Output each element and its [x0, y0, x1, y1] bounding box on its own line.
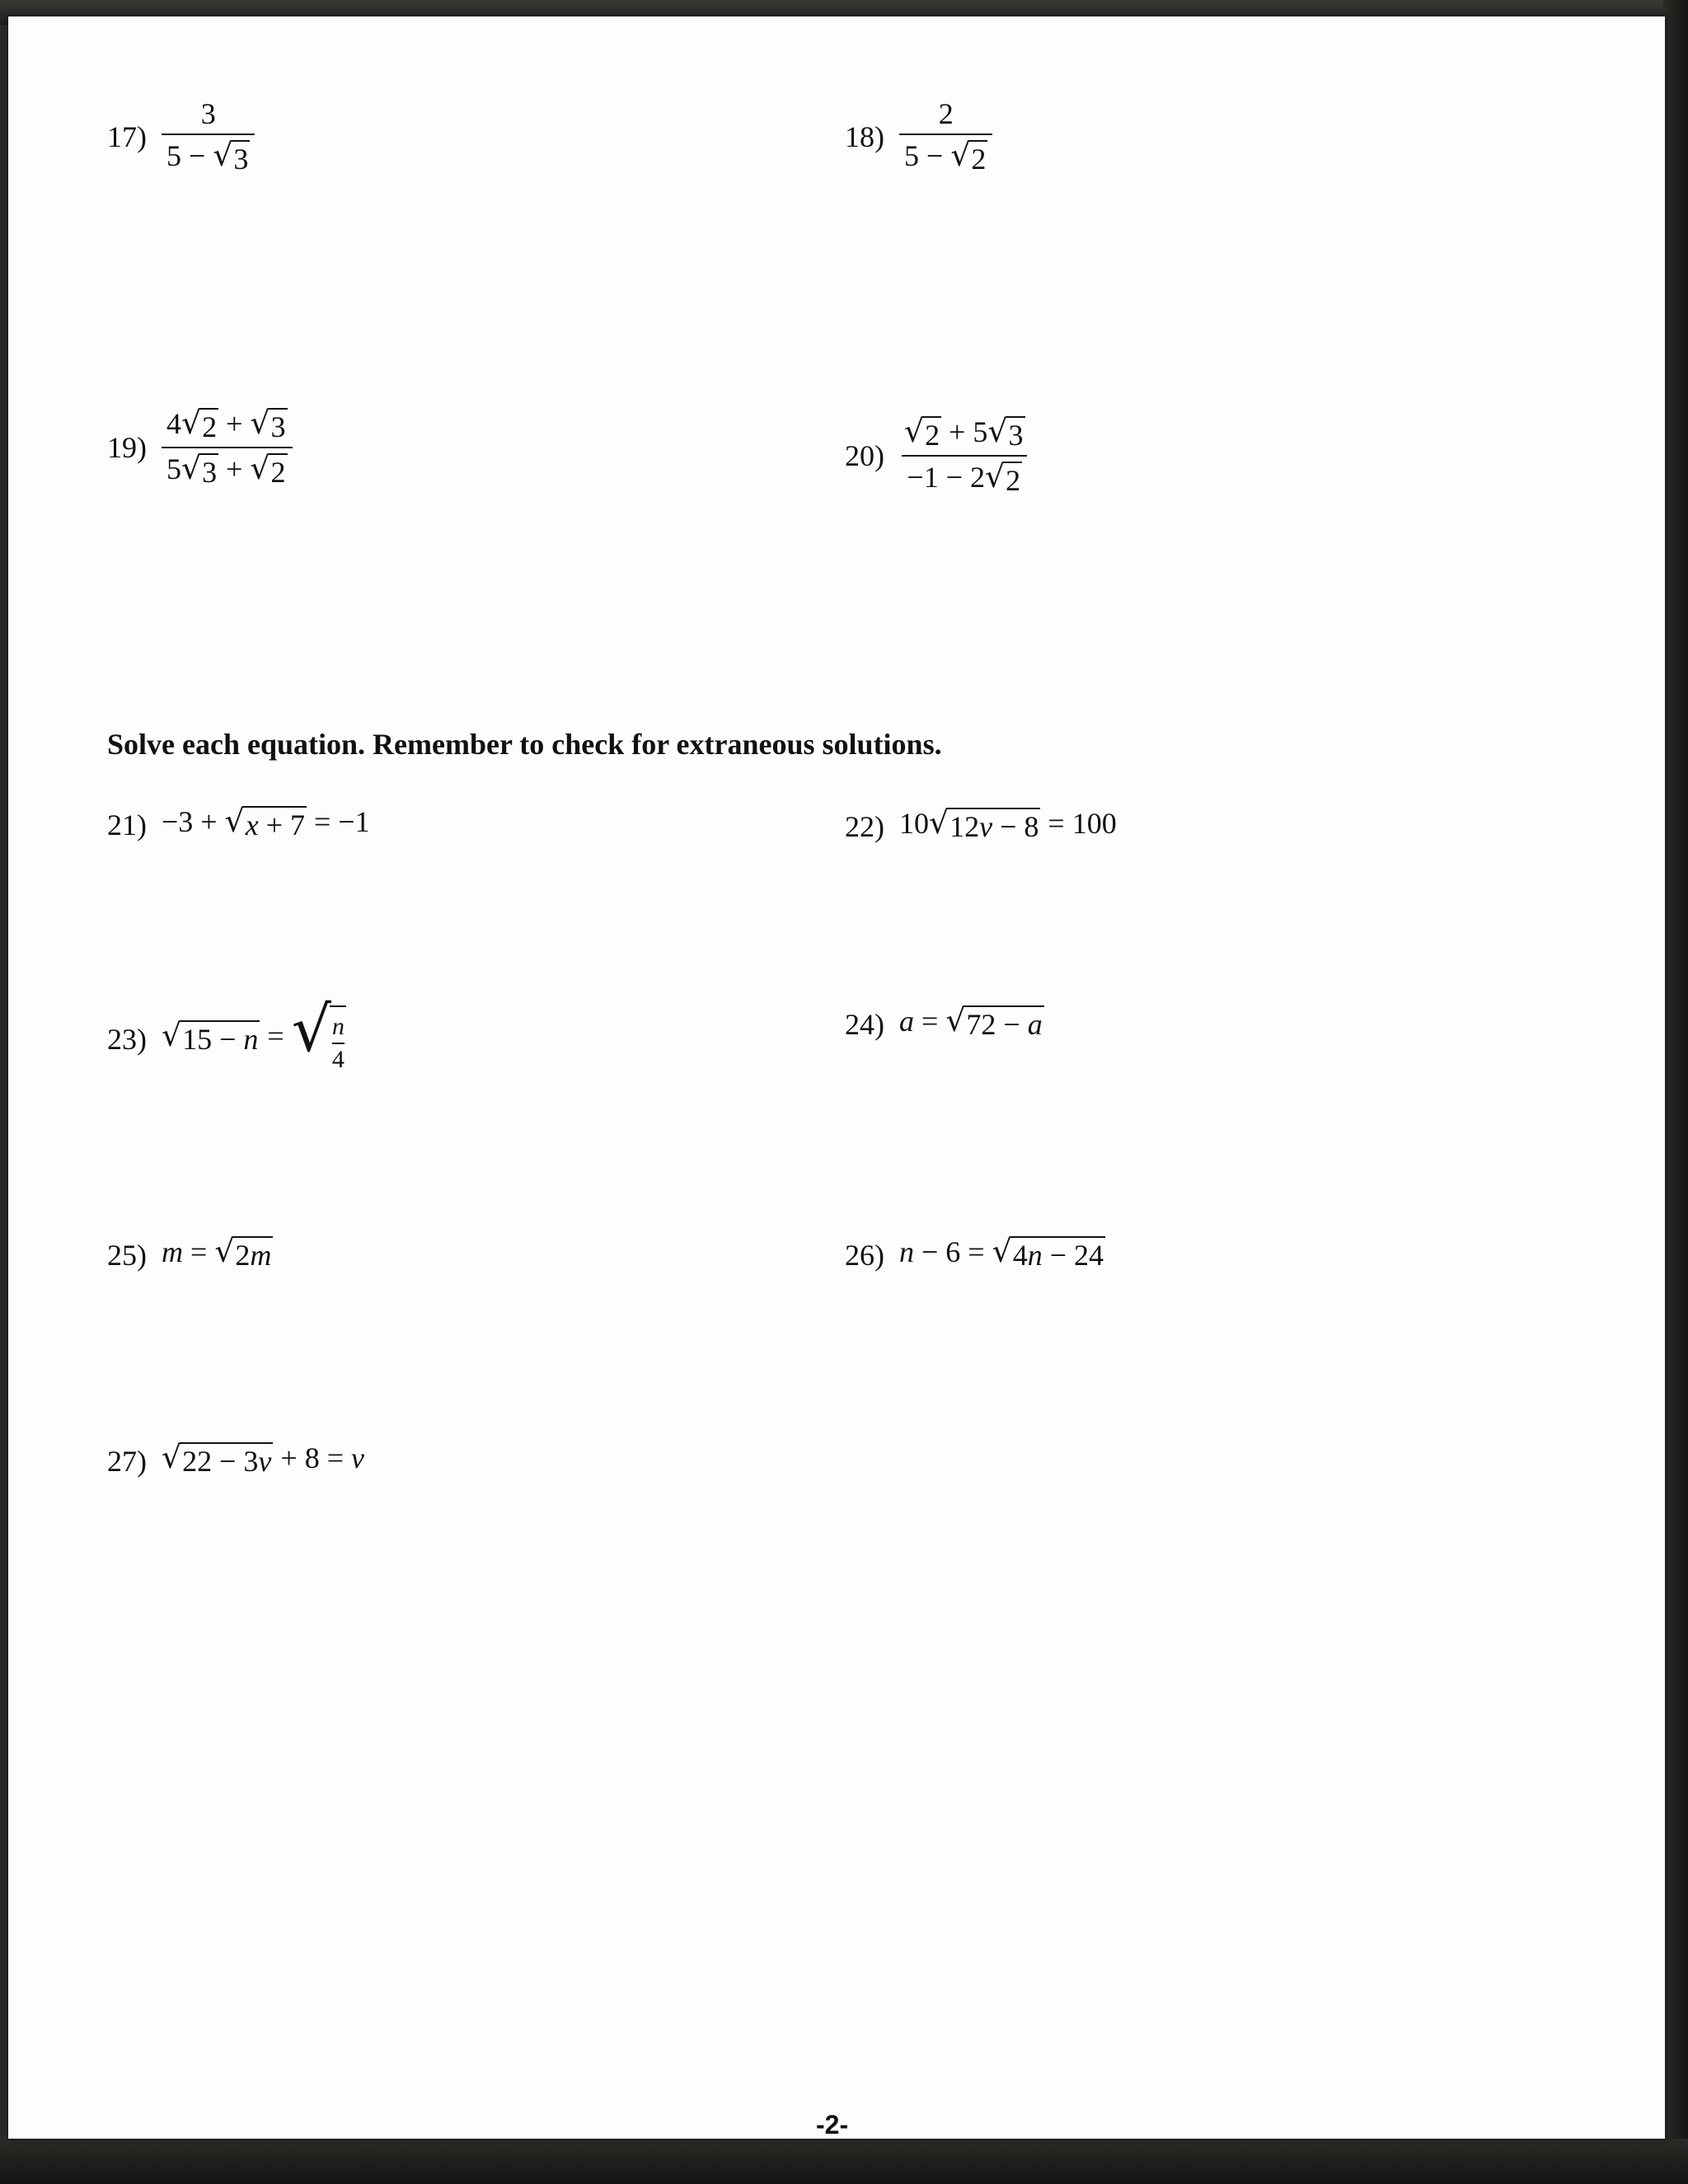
radicand-term: 4 — [1012, 1239, 1028, 1272]
radical-sign-icon: √ — [214, 1233, 235, 1269]
problem-22 — [845, 804, 1117, 843]
radical-sign-icon: √ — [950, 137, 971, 173]
radical — [985, 458, 1022, 497]
equals-sign: = — [260, 1019, 292, 1052]
radicand — [180, 1020, 260, 1054]
problem-number: 27) — [107, 1444, 147, 1478]
radical — [250, 450, 287, 489]
radical — [162, 1439, 273, 1478]
radical — [929, 804, 1040, 843]
problem-24 — [845, 1002, 1044, 1041]
radical-sign-icon: √ — [213, 137, 233, 173]
radical-sign-icon: √ — [945, 1002, 966, 1038]
denominator-term: −1 − 2 — [907, 461, 985, 494]
fraction — [899, 413, 1030, 497]
radicand-term: 2 — [235, 1239, 251, 1272]
fraction — [332, 1015, 345, 1072]
denominator-term: 5 − — [904, 139, 951, 172]
variable: a — [1027, 1008, 1043, 1041]
radicand: 3 — [231, 140, 250, 174]
radical — [291, 993, 346, 1073]
coefficient: 4 — [166, 407, 181, 440]
radicand — [330, 1005, 346, 1072]
problem-number: 25) — [107, 1238, 147, 1272]
radicand: 2 — [199, 408, 218, 442]
radicand-term: 72 − — [966, 1008, 1028, 1041]
radicand-term: − 24 — [1042, 1239, 1104, 1272]
equals-sign: = — [914, 1005, 946, 1038]
variable: n — [1027, 1239, 1043, 1272]
radical — [904, 413, 941, 452]
section-heading: Solve each equation. Remember to check for extraneous solutions. — [107, 728, 942, 761]
operator: + — [218, 452, 251, 485]
radical-sign-icon: √ — [987, 413, 1008, 449]
problem-number: 18) — [845, 120, 884, 153]
radical-sign-icon: √ — [904, 413, 925, 449]
radical — [181, 450, 218, 489]
variable: m — [162, 1235, 183, 1268]
variable: x — [245, 808, 259, 841]
problem-23 — [107, 993, 346, 1073]
radical — [224, 803, 307, 841]
radical-sign-icon: √ — [224, 803, 245, 839]
radicand: 2 — [968, 140, 987, 174]
equals-sign: = — [183, 1235, 215, 1268]
radical — [213, 137, 250, 176]
radicand-term: 15 − — [182, 1022, 244, 1056]
variable: m — [250, 1239, 272, 1272]
operator: + — [218, 407, 251, 440]
problem-number: 21) — [107, 808, 147, 841]
radicand-term: − 8 — [992, 810, 1039, 843]
equation-rhs: = −1 — [307, 805, 370, 838]
radical-sign-icon: √ — [162, 1016, 182, 1053]
coefficient: 10 — [899, 807, 929, 840]
problem-19 — [107, 405, 293, 489]
radical-sign-icon: √ — [985, 458, 1006, 494]
denominator — [162, 134, 255, 174]
denominator — [899, 134, 992, 174]
fraction — [162, 99, 255, 174]
coefficient: 5 — [166, 452, 181, 485]
radicand — [1010, 1236, 1105, 1270]
variable: v — [351, 1441, 364, 1474]
radicand-term: 22 − 3 — [182, 1445, 259, 1478]
denominator — [902, 455, 1027, 495]
radical-sign-icon: √ — [929, 804, 950, 841]
variable: n — [899, 1235, 914, 1268]
problem-17 — [107, 99, 255, 174]
variable: v — [258, 1445, 272, 1478]
radical-sign-icon: √ — [181, 405, 202, 441]
radicand: 3 — [269, 408, 288, 442]
radical — [945, 1002, 1043, 1041]
fraction — [162, 405, 293, 489]
denominator: 4 — [332, 1043, 345, 1072]
variable: n — [243, 1022, 259, 1056]
problem-number: 20) — [845, 439, 884, 472]
radical — [162, 1016, 260, 1056]
problem-number: 19) — [107, 431, 147, 464]
radical — [214, 1233, 273, 1272]
radical-sign-icon: √ — [250, 450, 270, 486]
numerator: 2 — [938, 97, 954, 130]
expression-middle: − 6 = — [914, 1235, 992, 1268]
background-bottom — [0, 2139, 1688, 2184]
equation-rhs: = 100 — [1040, 807, 1117, 840]
radicand: 2 — [1003, 462, 1022, 495]
variable: v — [979, 810, 993, 843]
radical — [992, 1233, 1105, 1272]
radical-sign-icon: √ — [291, 993, 331, 1066]
problem-number: 22) — [845, 809, 884, 843]
radicand: 2 — [922, 416, 941, 450]
problem-27 — [107, 1439, 364, 1478]
radical-sign-icon: √ — [250, 405, 270, 441]
problem-26 — [845, 1233, 1105, 1272]
radicand — [243, 806, 307, 840]
radicand: 2 — [269, 453, 288, 487]
problem-number: 26) — [845, 1238, 884, 1272]
background-right — [1663, 0, 1688, 2184]
radicand: 3 — [1006, 416, 1025, 450]
worksheet-page — [8, 16, 1665, 2139]
radical — [950, 137, 987, 176]
numerator: 3 — [200, 97, 216, 130]
problem-21 — [107, 803, 370, 841]
radical-sign-icon: √ — [181, 450, 202, 486]
expression-prefix: −3 + — [162, 805, 225, 838]
denominator-term: 5 − — [166, 139, 213, 172]
radicand — [180, 1442, 273, 1476]
denominator — [162, 447, 293, 487]
expression-suffix: + 8 = — [273, 1441, 351, 1474]
operator: + 5 — [941, 415, 988, 448]
radical — [987, 413, 1025, 452]
radicand: 3 — [199, 453, 218, 487]
radicand — [232, 1236, 273, 1270]
radical-sign-icon: √ — [992, 1233, 1012, 1269]
problem-25 — [107, 1233, 273, 1272]
fraction — [899, 99, 992, 174]
radicand — [964, 1005, 1043, 1039]
problem-number: 17) — [107, 120, 147, 153]
radicand-term: + 7 — [258, 808, 305, 841]
variable: a — [899, 1005, 914, 1038]
problem-20 — [845, 413, 1030, 497]
page-number: -2- — [816, 2110, 849, 2139]
radical — [250, 405, 287, 443]
radical-sign-icon: √ — [162, 1439, 182, 1475]
problem-number: 24) — [845, 1007, 884, 1041]
numerator — [899, 413, 1030, 455]
radicand — [947, 808, 1040, 841]
radicand-term: 12 — [950, 810, 980, 843]
radical — [181, 405, 218, 443]
problem-18 — [845, 99, 992, 174]
numerator: n — [331, 1013, 345, 1040]
numerator — [162, 405, 293, 447]
problem-number: 23) — [107, 1022, 147, 1056]
